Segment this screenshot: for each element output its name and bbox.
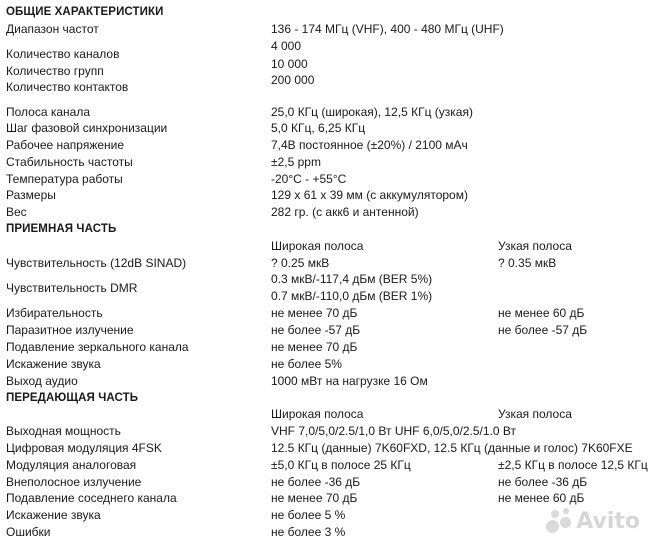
spec-label: Искажение звука [6,508,101,522]
spec-value-wide: -20°C - +55°C [271,172,347,186]
watermark-text: Avito [576,508,640,534]
spec-row [0,474,656,490]
spec-label: Цифровая модуляция 4FSK [6,441,162,455]
spec-value-wide: 25,0 КГц (широкая), 12,5 КГц (узкая) [271,105,473,119]
spec-label: Подавление соседнего канала [6,491,177,505]
spec-value-wide: не более 5 % [271,508,346,522]
spec-row [0,238,656,254]
spec-row [0,406,656,422]
spec-row [0,171,656,187]
spec-label: Внеполосное излучение [6,475,142,489]
spec-value-wide: не менее 70 дБ [271,340,358,354]
spec-row [0,288,656,304]
spec-label: Чувствительность DMR [6,281,138,295]
avito-dots-logo-icon [546,508,572,534]
spec-label: Паразитное излучение [6,323,134,337]
spec-row [0,79,656,95]
spec-value-wide: не менее 70 дБ [271,306,358,320]
spec-value-wide: 136 - 174 МГц (VHF), 400 - 480 МГц (UHF) [271,22,504,36]
spec-label: Выходная мощность [6,424,121,438]
spec-value-wide: не более 3 % [271,525,346,539]
spec-row [0,104,656,120]
spec-value-narrow: не менее 60 дБ [498,306,585,320]
spec-row [0,4,656,20]
spec-label: Модуляция аналоговая [6,458,137,472]
spec-value-wide: 5,0 КГц, 6,25 КГц [271,121,366,135]
spec-row [0,339,656,355]
spec-row [0,120,656,136]
spec-label: Выход аудио [6,374,78,388]
spec-value-wide: не более -36 дБ [271,475,361,489]
spec-value-wide: не более -57 дБ [271,323,361,337]
spec-row [0,390,656,406]
spec-value-narrow: Узкая полоса [498,239,572,253]
spec-label: Шаг фазовой синхронизации [6,121,168,135]
spec-row [0,255,656,271]
spec-label: Искажение звука [6,357,101,371]
spec-value-wide: Широкая полоса [271,239,364,253]
spec-row [0,204,656,220]
spec-label: Количество контактов [6,80,129,94]
spec-value-narrow: не менее 60 дБ [498,491,585,505]
spec-value-wide: ±2,5 ppm [271,155,321,169]
section-heading: ОБЩИЕ ХАРАКТЕРИСТИКИ [6,6,164,18]
spec-value-wide: 0.7 мкВ/-110,0 дБм (BER 1%) [271,289,433,303]
spec-value-wide: 7,4В постоянное (±20%) / 2100 мАч [271,138,468,152]
spec-label: Ошибки [6,525,51,539]
spec-row [0,373,656,389]
spec-label: Стабильность частоты [6,155,133,169]
section-heading: ПРИЕМНАЯ ЧАСТЬ [6,223,117,235]
spec-label: Количество каналов [6,47,120,61]
spec-label: Рабочее напряжение [6,138,125,152]
spec-label: Размеры [6,188,56,202]
spec-row [0,305,656,321]
spec-row [0,440,656,456]
spec-value-wide: 129 x 61 x 39 мм (с аккумулятором) [271,188,468,202]
spec-row [0,423,656,439]
spec-value-narrow: Узкая полоса [498,407,572,421]
spec-row [0,137,656,153]
spec-row [0,154,656,170]
spec-value-wide: 200 000 [271,73,315,87]
spec-value-wide: не более 5% [271,357,342,371]
spec-label: Полоса канала [6,105,91,119]
spec-row [0,322,656,338]
spec-label: Количество групп [6,64,104,78]
spec-row [0,221,656,237]
spec-value-wide: 282 гр. (с акк6 и антенной) [271,205,419,219]
spec-row [0,356,656,372]
spec-label: Избирательность [6,306,103,320]
spec-value-wide: 12.5 КГц (данные) 7K60FXD, 12.5 КГц (данные и голос) 7K60FXE [271,441,633,455]
spec-value-narrow: не более -36 дБ [498,475,588,489]
spec-value-wide: ? 0.25 мкВ [271,256,330,270]
spec-value-wide: 10 000 [271,57,308,71]
spec-value-wide: VHF 7,0/5,0/2.5/1,0 Вт UHF 6,0/5,0/2.5/1.0 Вт [271,424,516,438]
spec-value-narrow: ±2,5 КГц в полосе 12,5 КГц [498,458,648,472]
spec-label: Диапазон частот [6,22,99,36]
spec-row [0,457,656,473]
spec-label: Подавление зеркального канала [6,340,189,354]
spec-value-wide: Широкая полоса [271,407,364,421]
spec-value-wide: ±5,0 КГц в полосе 25 КГц [271,458,411,472]
spec-value-narrow: не более -57 дБ [498,323,588,337]
spec-label: Температура работы [6,172,123,186]
spec-value-wide: не менее 70 дБ [271,491,358,505]
spec-label: Вес [6,205,27,219]
spec-label: Чувствительность (12dB SINAD) [6,256,187,270]
spec-value-wide: 1000 мВт на нагрузке 16 Ом [271,374,428,388]
avito-watermark [546,508,640,534]
spec-value-wide: 4 000 [271,39,302,53]
spec-row [0,187,656,203]
spec-value-wide: 0.3 мкВ/-117,4 дБм (BER 5%) [271,272,433,286]
spec-row [0,490,656,506]
spec-value-narrow: ? 0.35 мкВ [498,256,557,270]
section-heading: ПЕРЕДАЮЩАЯ ЧАСТЬ [6,392,139,404]
spec-row [0,21,656,37]
